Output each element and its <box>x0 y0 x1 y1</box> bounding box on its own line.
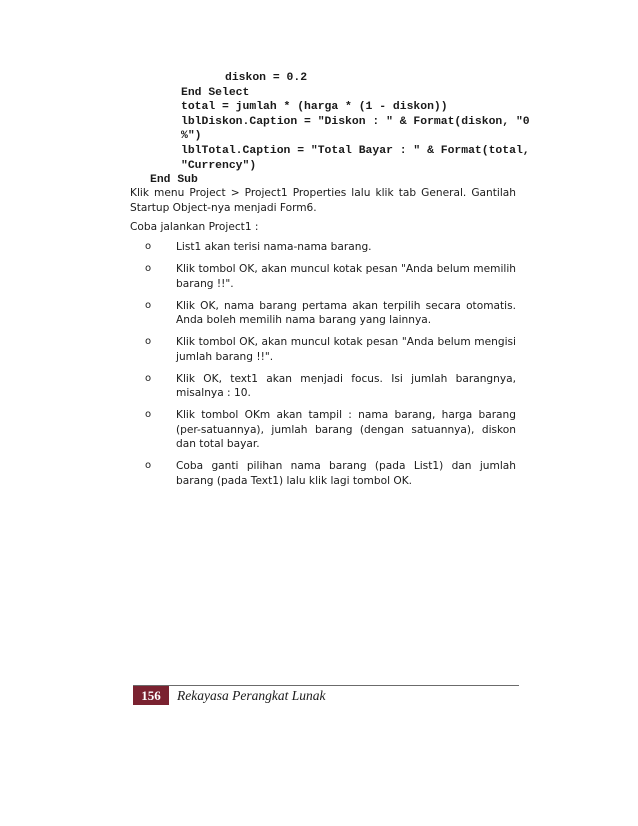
code-line: lblTotal.Caption = "Total Bayar : " & Format(total, <box>181 144 530 157</box>
page-number-badge: 156 <box>133 686 169 705</box>
list-item-text: Klik tombol OKm akan tampil : nama barang, harga barang (per-satuannya), jumlah barang (dengan satuannya), diskon dan total bayar. <box>176 409 516 450</box>
list-item <box>130 459 516 488</box>
list-item-text: Klik tombol OK, akan muncul kotak pesan "Anda belum memilih barang !!". <box>176 263 516 290</box>
code-line: lblDiskon.Caption = "Diskon : " & Format(diskon, "0 <box>181 115 530 128</box>
steps-list <box>130 240 516 496</box>
list-item-text: Klik OK, text1 akan menjadi focus. Isi jumlah barangnya, misalnya : 10. <box>176 372 516 399</box>
list-item-text: Klik tombol OK, akan muncul kotak pesan "Anda belum mengisi jumlah barang !!". <box>176 336 516 363</box>
bullet-circle-icon: o <box>145 263 152 274</box>
run-intro-paragraph: Coba jalankan Project1 : <box>130 221 259 233</box>
list-item <box>130 335 516 364</box>
bullet-circle-icon: o <box>145 409 152 420</box>
code-line: %") <box>181 130 202 143</box>
list-item <box>130 372 516 401</box>
bullet-circle-icon: o <box>145 299 152 311</box>
list-item-text: List1 akan terisi nama-nama barang. <box>176 241 372 253</box>
instruction-paragraph: Klik menu Project > Project1 Properties lalu klik tab General. Gantilah Startup Object-nya menjadi Form6. <box>130 187 516 214</box>
bullet-circle-icon: o <box>145 372 152 384</box>
code-line: End Sub <box>150 174 198 187</box>
code-line: total = jumlah * (harga * (1 - diskon)) <box>181 101 448 114</box>
bullet-circle-icon: o <box>145 336 152 347</box>
code-line: "Currency") <box>181 159 257 172</box>
bullet-circle-icon: o <box>145 460 152 471</box>
code-line: End Select <box>181 86 250 99</box>
list-item-text: Klik OK, nama barang pertama akan terpilih secara otomatis. Anda boleh memilih nama barang yang lainnya. <box>176 299 516 326</box>
list-item-text: Coba ganti pilihan nama barang (pada List1) dan jumlah barang (pada Text1) lalu klik lagi tombol OK. <box>176 460 516 487</box>
list-item <box>130 299 516 328</box>
list-item <box>130 240 516 255</box>
list-item <box>130 262 516 291</box>
book-title: Rekayasa Perangkat Lunak <box>177 688 326 703</box>
code-line: diskon = 0.2 <box>225 72 308 84</box>
bullet-circle-icon: o <box>145 241 152 252</box>
code-listing <box>150 71 530 188</box>
list-item <box>130 408 516 452</box>
